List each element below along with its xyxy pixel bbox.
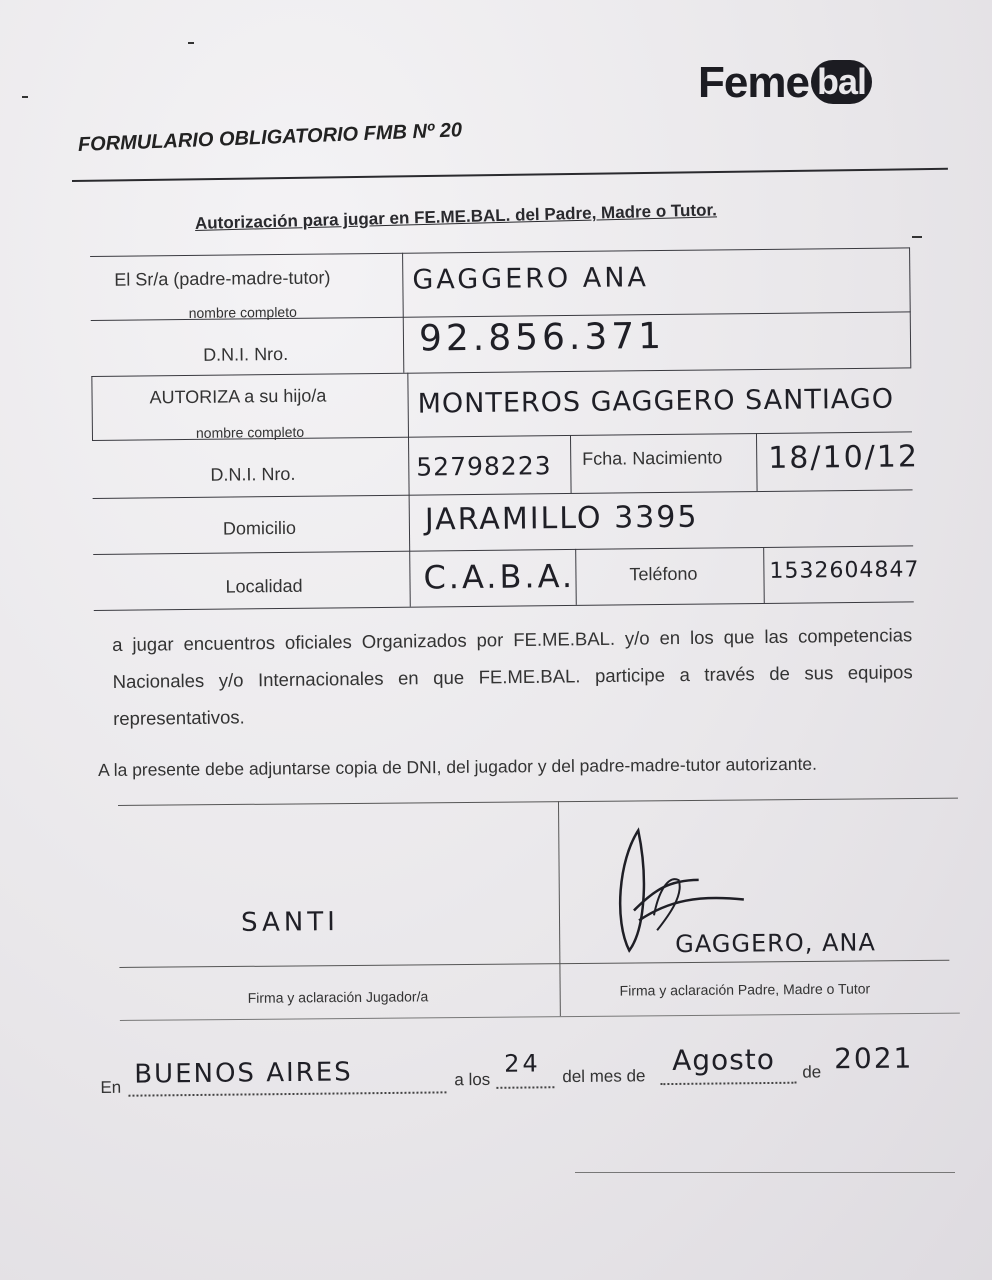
child-dni-value: 52798223 <box>416 451 552 482</box>
address-label: Domicilio <box>222 517 297 539</box>
birth-date-value: 18/10/12 <box>768 439 920 476</box>
table-rule <box>575 549 577 605</box>
authorization-table <box>90 239 920 618</box>
date-place-line <box>100 1041 950 1100</box>
title-rule <box>72 168 948 182</box>
child-dni-label: D.N.I. Nro. <box>210 463 296 485</box>
authorization-heading: Autorización para jugar en FE.ME.BAL. del Padre, Madre o Tutor. <box>194 200 718 233</box>
sig-line <box>119 960 949 968</box>
table-rule <box>93 545 913 555</box>
footer-year: 2021 <box>833 1041 914 1076</box>
paper-speck <box>912 236 922 238</box>
footer-place: BUENOS AIRES <box>134 1057 353 1090</box>
table-rule <box>756 433 758 491</box>
table-rule <box>402 253 404 373</box>
logo-text: Feme <box>698 58 809 107</box>
table-rule <box>91 367 911 377</box>
parent-name-value: GAGGERO ANA <box>412 262 650 296</box>
bottom-rule <box>575 1172 955 1173</box>
footer-month: Agosto <box>671 1042 776 1078</box>
signature-box <box>118 798 960 1025</box>
sig-divider <box>558 801 561 1016</box>
attachment-note: A la presente debe adjuntarse copia de DNI, del jugador y del padre-madre-tutor autorizante. <box>98 753 818 780</box>
authorization-body-text: a jugar encuentros oficiales Organizados por FE.ME.BAL. y/o en los que las competencias Nacionales y/o Internacionales en que FE.ME.BAL. participe a través de sus equipos representativos. <box>112 624 913 729</box>
footer-en: En <box>100 1077 122 1097</box>
phone-label: Teléfono <box>629 563 698 585</box>
table-rule <box>91 376 93 440</box>
child-name-sublabel: nombre completo <box>195 423 305 441</box>
table-rule <box>407 373 410 607</box>
parent-signature-label: Firma y aclaración Padre, Madre o Tutor <box>619 980 871 999</box>
table-rule <box>90 247 910 257</box>
table-rule <box>570 435 572 493</box>
footer-del-mes-de: del mes de <box>562 1066 646 1087</box>
child-name-label: AUTORIZA a su hijo/a <box>149 385 327 408</box>
femebal-logo <box>698 58 872 108</box>
parent-signature-name: GAGGERO, ANA <box>675 928 876 959</box>
city-label: Localidad <box>225 575 303 597</box>
table-rule <box>94 601 914 611</box>
table-rule <box>763 547 765 603</box>
address-value: JARAMILLO 3395 <box>424 499 699 538</box>
phone-value: 1532604847 <box>769 557 920 584</box>
sig-top-rule <box>118 798 958 806</box>
table-rule <box>93 489 913 499</box>
footer-a-los: a los <box>454 1069 491 1090</box>
form-title: FORMULARIO OBLIGATORIO FMB Nº 20 <box>77 119 463 156</box>
month-dots <box>660 1081 796 1085</box>
parent-name-label: El Sr/a (padre-madre-tutor) <box>114 267 331 290</box>
day-dots <box>496 1085 554 1089</box>
child-name-value: MONTEROS GAGGERO SANTIAGO <box>417 383 895 420</box>
parent-dni-label: D.N.I. Nro. <box>203 343 289 365</box>
footer-day: 24 <box>504 1049 541 1078</box>
footer-de: de <box>802 1062 822 1082</box>
parent-name-sublabel: nombre completo <box>188 303 297 321</box>
sig-bottom-rule <box>120 1013 960 1021</box>
place-dots <box>128 1090 446 1096</box>
paper-speck <box>188 42 194 44</box>
table-rule <box>909 247 911 367</box>
logo-pill: bal <box>811 60 872 104</box>
birth-date-label: Fcha. Nacimiento <box>582 447 723 469</box>
parent-dni-value: 92.856.371 <box>418 315 666 360</box>
player-signature-label: Firma y aclaración Jugador/a <box>247 988 429 1006</box>
city-value: C.A.B.A. <box>423 556 576 597</box>
player-signature: SANTI <box>240 907 339 938</box>
paper-speck <box>22 96 28 98</box>
